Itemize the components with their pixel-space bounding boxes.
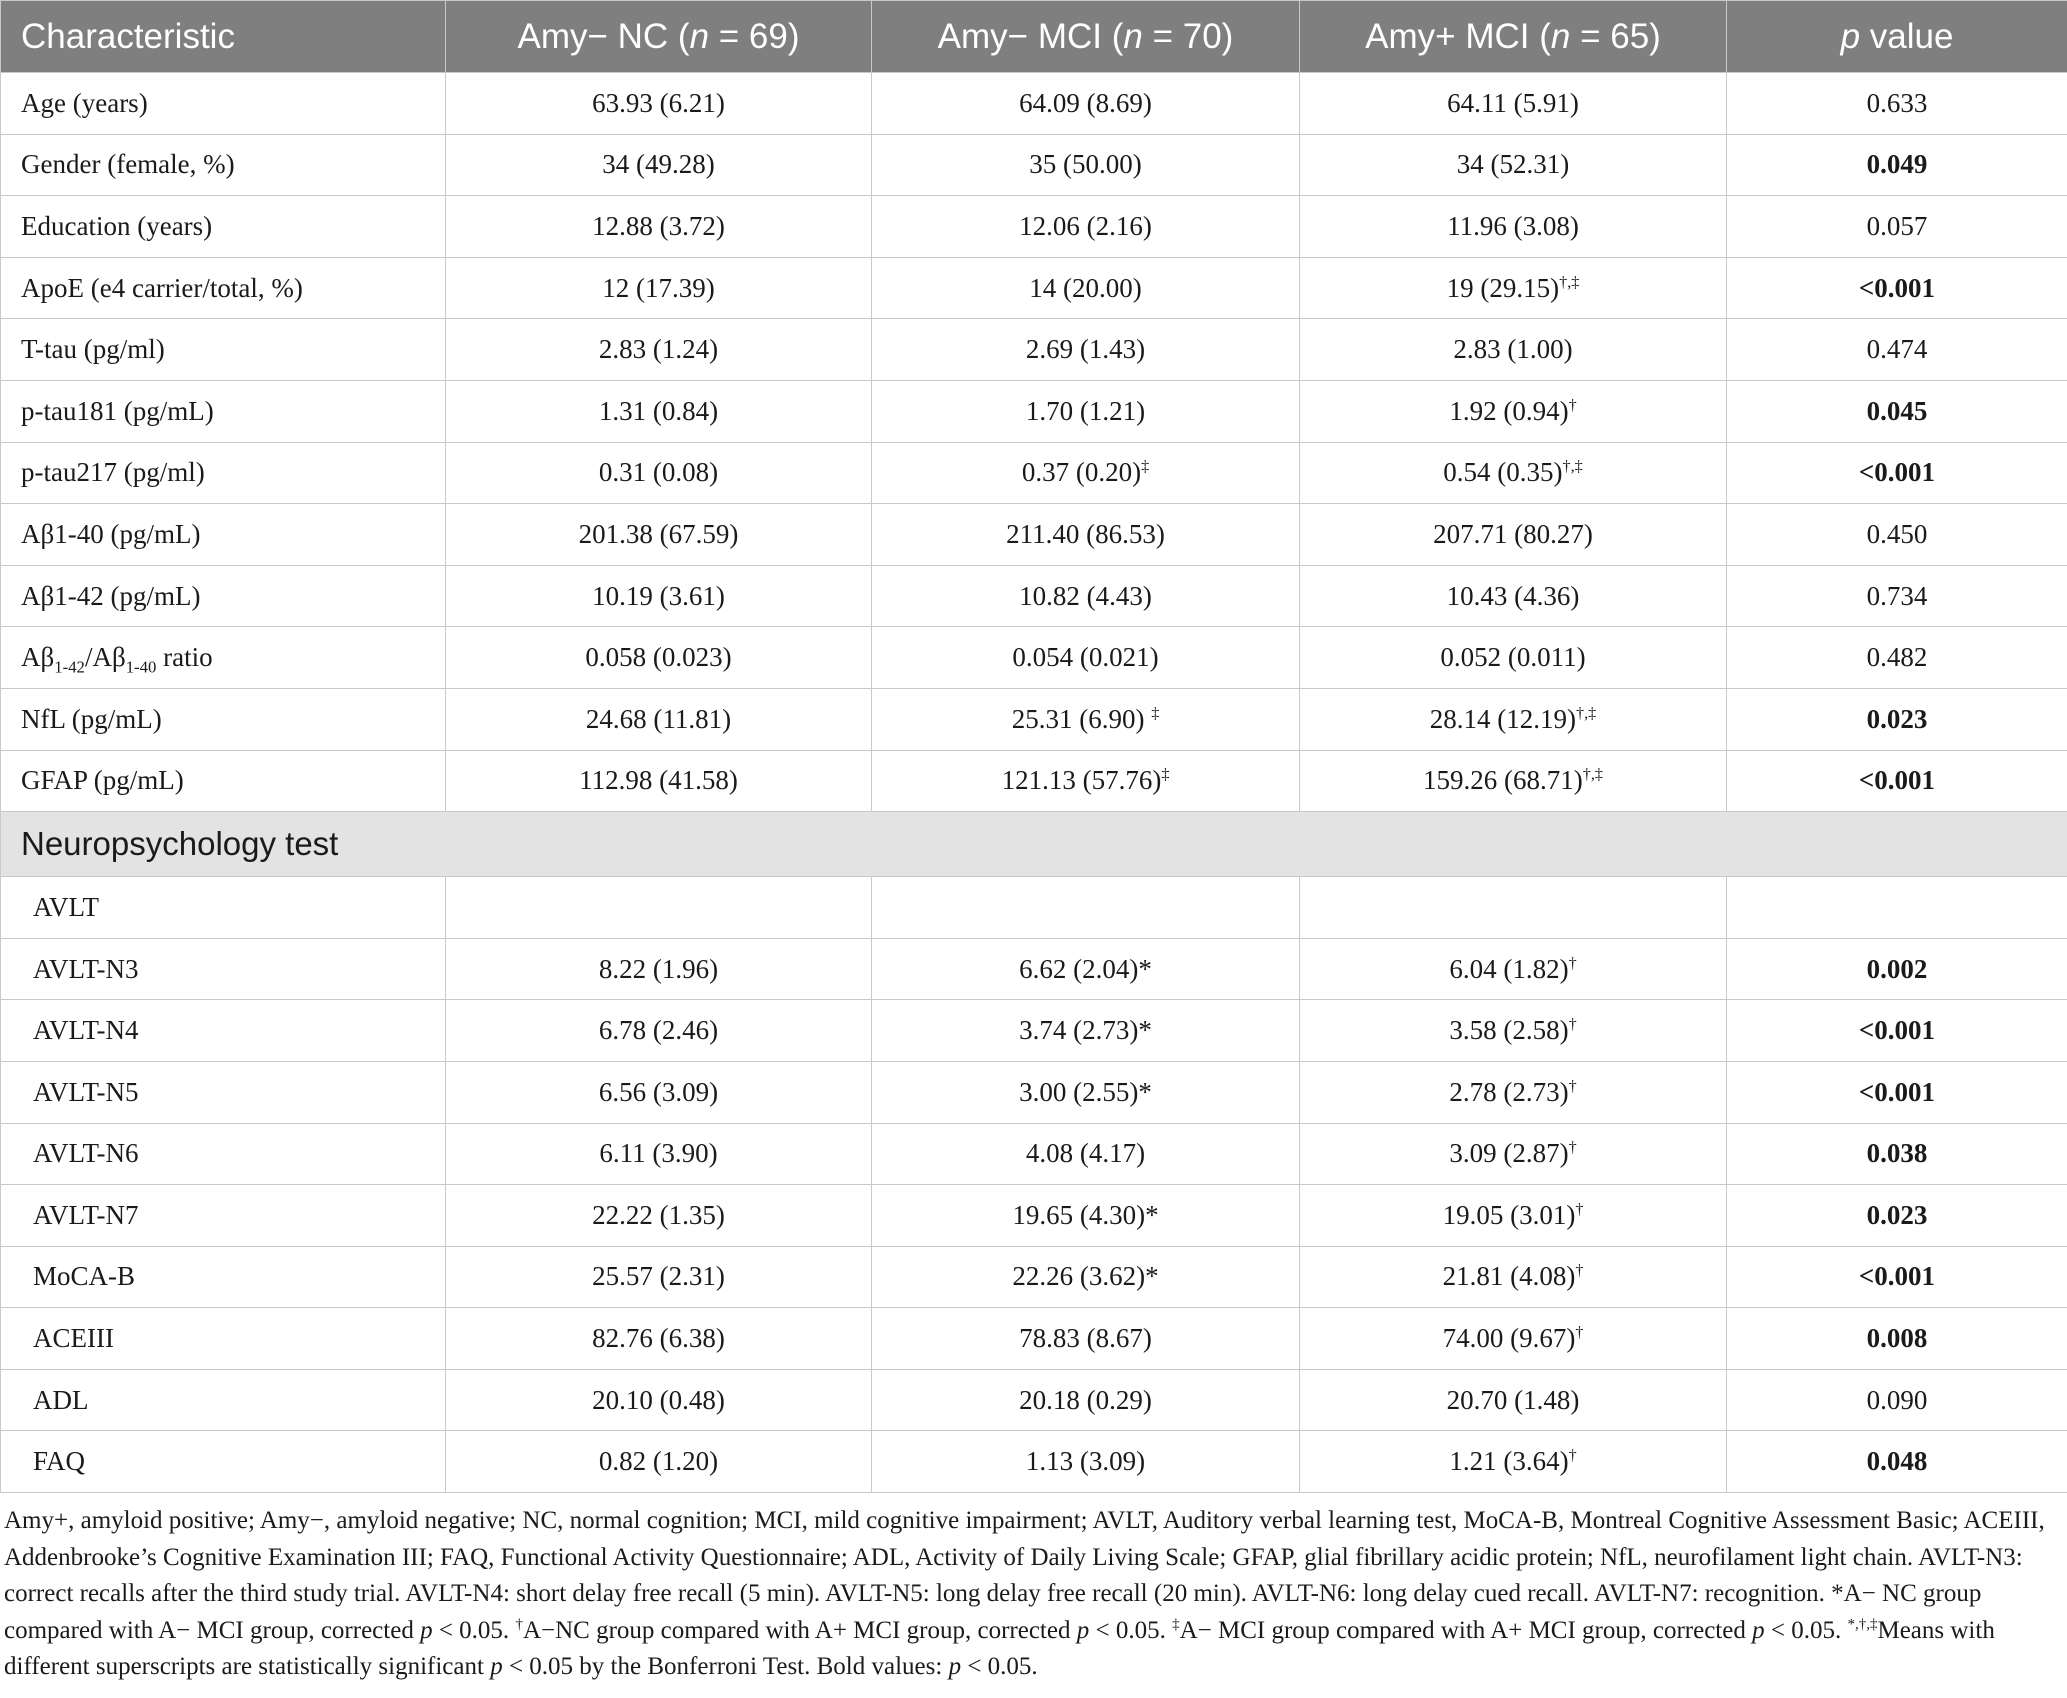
table-footnote: Amy+, amyloid positive; Amy−, amyloid negative; NC, normal cognition; MCI, mild cognitive impairment; AVLT, Auditory verbal learning test, MoCA-B, Montreal Cognitive Assessment Basic; ACEIII, Addenbrooke’s Cognitive Examination III; FAQ, Functional Activity Questionnaire; ADL, Activity of Daily Living Scale; GFAP, glial fibrillary acidic protein; NfL, neurofilament light chain. AVLT-N3: correct recalls after the third study trial. AVLT-N4: short delay free recall (5 min). AVLT-N5: long delay free recall (20 min). AVLT-N6: long delay cued recall. AVLT-N7: recognition. *A− NC group compared with A− MCI group, corrected p < 0.05. †A−NC group compared with A+ MCI group, corrected p < 0.05. ‡A− MCI group compared with A+ MCI group, corrected p < 0.05. *,†,‡Means with different superscripts are statistically significant p < 0.05 by the Bonferroni Test. Bold values: p < 0.05. bbox=[4, 1507, 2045, 1681]
cell-p-value bbox=[1727, 504, 2067, 566]
cell-amy-pos-mci-text: 11.96 (3.08) bbox=[1447, 210, 1579, 241]
cell-p-value bbox=[1727, 688, 2067, 750]
cell-amy-neg-mci-text: 22.26 (3.62)* bbox=[1012, 1261, 1159, 1292]
cell-amy-pos-mci bbox=[1300, 319, 1727, 381]
cell-p-value bbox=[1727, 134, 2067, 196]
section-row bbox=[1, 812, 2067, 877]
cell-p-value-text: <0.001 bbox=[1858, 1076, 1936, 1107]
cell-amy-pos-mci bbox=[1300, 1061, 1727, 1123]
cell-p-value bbox=[1727, 1185, 2067, 1247]
cell-amy-neg-mci-text: 0.37 (0.20) bbox=[1021, 457, 1142, 488]
cell-amy-neg-nc bbox=[446, 257, 872, 319]
row-label bbox=[1, 380, 446, 442]
header-characteristic: Characteristic bbox=[1, 1, 446, 73]
cell-amy-pos-mci bbox=[1300, 627, 1727, 689]
cell-amy-neg-nc-text: 25.57 (2.31) bbox=[592, 1261, 725, 1292]
cell-p-value-text: 0.038 bbox=[1866, 1138, 1928, 1169]
cell-amy-neg-nc-text: 22.22 (1.35) bbox=[592, 1199, 725, 1230]
cell-amy-pos-mci-text: 207.71 (80.27) bbox=[1433, 518, 1593, 549]
cell-p-value-text: 0.450 bbox=[1866, 518, 1928, 549]
cell-amy-neg-nc bbox=[446, 1246, 872, 1308]
cell-p-value-text: <0.001 bbox=[1858, 765, 1936, 796]
cell-amy-neg-nc bbox=[446, 565, 872, 627]
cell-p-value bbox=[1727, 627, 2067, 689]
cell-amy-neg-mci-text: 1.70 (1.21) bbox=[1025, 395, 1146, 426]
cell-amy-pos-mci-text: 64.11 (5.91) bbox=[1447, 87, 1579, 118]
cell-amy-neg-nc bbox=[446, 1000, 872, 1062]
cell-amy-pos-mci bbox=[1300, 938, 1727, 1000]
cell-p-value-text: 0.008 bbox=[1866, 1323, 1928, 1354]
cell-amy-neg-nc bbox=[446, 134, 872, 196]
cell-amy-neg-nc bbox=[446, 319, 872, 381]
row-label bbox=[1, 627, 446, 689]
cell-p-value-text: 0.002 bbox=[1866, 953, 1928, 984]
table-row bbox=[1, 73, 2067, 135]
row-label bbox=[1, 1185, 446, 1247]
cell-p-value-text: <0.001 bbox=[1858, 272, 1936, 303]
row-label bbox=[1, 319, 446, 381]
cell-amy-pos-mci bbox=[1300, 504, 1727, 566]
cell-amy-pos-mci-text: 6.04 (1.82) bbox=[1449, 953, 1569, 984]
cell-amy-neg-mci-text: 1.13 (3.09) bbox=[1025, 1446, 1146, 1477]
row-label bbox=[1, 1123, 446, 1185]
cell-amy-pos-mci bbox=[1300, 1185, 1727, 1247]
cell-amy-pos-mci-text: 159.26 (68.71) bbox=[1423, 765, 1583, 796]
cell-amy-pos-mci bbox=[1300, 1431, 1727, 1493]
cell-amy-neg-nc-text: 112.98 (41.58) bbox=[579, 765, 738, 796]
cell-amy-neg-mci-text: 121.13 (57.76) bbox=[1001, 765, 1162, 796]
cell-amy-neg-nc-text: 0.82 (1.20) bbox=[598, 1446, 719, 1477]
table-row bbox=[1, 1061, 2067, 1123]
cell-amy-neg-mci-text: 78.83 (8.67) bbox=[1019, 1323, 1152, 1354]
cell-p-value-text: 0.057 bbox=[1866, 210, 1928, 241]
cell-amy-pos-mci-sup: † bbox=[1568, 1446, 1577, 1465]
cell-amy-neg-nc-text: 6.56 (3.09) bbox=[598, 1076, 719, 1107]
empty-cell bbox=[1727, 877, 2067, 939]
cell-amy-pos-mci-text: 1.21 (3.64) bbox=[1449, 1446, 1569, 1477]
row-label-text: ADL bbox=[33, 1384, 89, 1415]
table-row bbox=[1, 750, 2067, 812]
cell-amy-neg-nc bbox=[446, 73, 872, 135]
table-row bbox=[1, 319, 2067, 381]
cell-amy-neg-mci bbox=[872, 1308, 1300, 1370]
cell-amy-pos-mci bbox=[1300, 750, 1727, 812]
cell-amy-pos-mci-text: 21.81 (4.08) bbox=[1442, 1261, 1576, 1292]
cell-amy-pos-mci-sup: † bbox=[1568, 953, 1577, 972]
row-label-text: NfL (pg/mL) bbox=[21, 703, 162, 734]
row-label bbox=[1, 504, 446, 566]
cell-amy-neg-nc-text: 12.88 (3.72) bbox=[592, 210, 725, 241]
cell-amy-pos-mci-text: 19.05 (3.01) bbox=[1442, 1199, 1576, 1230]
cell-p-value bbox=[1727, 1431, 2067, 1493]
row-label bbox=[1, 688, 446, 750]
ratio-label-part: 1-42 bbox=[54, 657, 85, 677]
section-title: Neuropsychology test bbox=[1, 812, 2067, 877]
cell-amy-neg-nc bbox=[446, 938, 872, 1000]
cell-amy-neg-mci-text: 35 (50.00) bbox=[1029, 149, 1142, 180]
cell-amy-neg-mci bbox=[872, 73, 1300, 135]
cell-amy-neg-nc bbox=[446, 504, 872, 566]
cell-amy-neg-mci bbox=[872, 750, 1300, 812]
row-label-text: ACEIII bbox=[33, 1323, 114, 1354]
cell-amy-neg-mci bbox=[872, 1123, 1300, 1185]
cell-amy-neg-nc-text: 0.058 (0.023) bbox=[585, 642, 732, 673]
cell-amy-pos-mci-text: 28.14 (12.19) bbox=[1429, 703, 1576, 734]
row-label-text: AVLT bbox=[33, 891, 100, 922]
cell-p-value-text: 0.045 bbox=[1866, 395, 1928, 426]
cell-amy-pos-mci-sup: † bbox=[1575, 1199, 1584, 1218]
cell-amy-neg-mci bbox=[872, 688, 1300, 750]
cell-amy-neg-mci bbox=[872, 1000, 1300, 1062]
cell-p-value bbox=[1727, 565, 2067, 627]
row-label-text: Education (years) bbox=[21, 210, 213, 241]
cell-amy-pos-mci-text: 2.78 (2.73) bbox=[1449, 1076, 1569, 1107]
cell-amy-neg-mci bbox=[872, 1246, 1300, 1308]
cell-amy-pos-mci bbox=[1300, 1000, 1727, 1062]
cell-amy-neg-mci-text: 2.69 (1.43) bbox=[1025, 334, 1146, 365]
cell-amy-neg-mci bbox=[872, 1061, 1300, 1123]
cell-amy-neg-mci-text: 3.00 (2.55)* bbox=[1019, 1076, 1152, 1107]
cell-amy-pos-mci bbox=[1300, 73, 1727, 135]
cell-amy-pos-mci bbox=[1300, 1308, 1727, 1370]
cell-amy-neg-mci bbox=[872, 380, 1300, 442]
cell-p-value-text: <0.001 bbox=[1858, 1261, 1936, 1292]
cell-amy-neg-mci-text: 12.06 (2.16) bbox=[1019, 210, 1152, 241]
empty-cell bbox=[1300, 877, 1727, 939]
cell-p-value-text: 0.023 bbox=[1866, 703, 1928, 734]
cell-amy-pos-mci-text: 1.92 (0.94) bbox=[1449, 395, 1569, 426]
cell-amy-neg-nc-text: 2.83 (1.24) bbox=[598, 334, 719, 365]
cell-amy-pos-mci-sup: † bbox=[1575, 1261, 1584, 1280]
cell-amy-pos-mci-text: 19 (29.15) bbox=[1446, 272, 1560, 303]
header-amy-neg-mci: Amy− MCI (n = 70) bbox=[872, 1, 1300, 73]
table-row bbox=[1, 1308, 2067, 1370]
table-row bbox=[1, 134, 2067, 196]
empty-cell bbox=[872, 877, 1300, 939]
cell-amy-pos-mci-text: 0.052 (0.011) bbox=[1440, 642, 1586, 673]
cell-amy-neg-mci bbox=[872, 504, 1300, 566]
cell-p-value bbox=[1727, 442, 2067, 504]
cell-amy-neg-nc bbox=[446, 1369, 872, 1431]
cell-amy-neg-nc bbox=[446, 442, 872, 504]
cell-p-value bbox=[1727, 1308, 2067, 1370]
cell-amy-pos-mci bbox=[1300, 134, 1727, 196]
table-row bbox=[1, 1185, 2067, 1247]
cell-amy-neg-nc-text: 63.93 (6.21) bbox=[592, 87, 725, 118]
cell-amy-pos-mci-text: 74.00 (9.67) bbox=[1442, 1323, 1576, 1354]
row-label bbox=[1, 196, 446, 258]
cell-p-value bbox=[1727, 1246, 2067, 1308]
cell-amy-neg-mci bbox=[872, 257, 1300, 319]
row-label bbox=[1, 750, 446, 812]
cell-p-value-text: 0.633 bbox=[1866, 87, 1928, 118]
cell-amy-neg-mci-text: 14 (20.00) bbox=[1029, 272, 1142, 303]
cell-amy-neg-nc bbox=[446, 688, 872, 750]
table-row bbox=[1, 257, 2067, 319]
cell-amy-neg-nc-text: 34 (49.28) bbox=[602, 149, 715, 180]
cell-amy-neg-nc-text: 0.31 (0.08) bbox=[598, 457, 719, 488]
cell-amy-neg-mci-text: 25.31 (6.90) bbox=[1011, 703, 1152, 734]
cell-amy-neg-nc bbox=[446, 750, 872, 812]
row-label-text: AVLT-N3 bbox=[33, 953, 139, 984]
cell-amy-pos-mci-sup: †,‡ bbox=[1559, 272, 1580, 291]
cell-p-value bbox=[1727, 257, 2067, 319]
cell-amy-neg-mci-text: 64.09 (8.69) bbox=[1019, 87, 1152, 118]
cell-amy-pos-mci-sup: †,‡ bbox=[1562, 457, 1583, 476]
row-label bbox=[1, 442, 446, 504]
cell-amy-neg-nc-text: 8.22 (1.96) bbox=[598, 953, 719, 984]
cell-amy-neg-mci bbox=[872, 442, 1300, 504]
table-row bbox=[1, 1246, 2067, 1308]
table-row bbox=[1, 688, 2067, 750]
row-label bbox=[1, 938, 446, 1000]
row-label bbox=[1, 1431, 446, 1493]
row-label-text: MoCA-B bbox=[33, 1261, 136, 1292]
row-label bbox=[1, 73, 446, 135]
row-label-text: ApoE (e4 carrier/total, %) bbox=[21, 272, 303, 303]
cell-amy-pos-mci bbox=[1300, 257, 1727, 319]
cell-amy-neg-nc-text: 6.11 (3.90) bbox=[599, 1138, 718, 1169]
table-row bbox=[1, 380, 2067, 442]
row-label bbox=[1, 257, 446, 319]
row-label-text: AVLT-N4 bbox=[33, 1015, 139, 1046]
cell-amy-neg-nc-text: 1.31 (0.84) bbox=[598, 395, 719, 426]
cell-amy-pos-mci-text: 2.83 (1.00) bbox=[1453, 334, 1573, 365]
cell-p-value bbox=[1727, 1000, 2067, 1062]
cell-p-value-text: 0.474 bbox=[1866, 334, 1928, 365]
cell-amy-neg-mci-text: 20.18 (0.29) bbox=[1019, 1384, 1152, 1415]
cell-p-value bbox=[1727, 938, 2067, 1000]
row-label-text: GFAP (pg/mL) bbox=[21, 765, 184, 796]
row-label-text: FAQ bbox=[33, 1446, 86, 1477]
table-row bbox=[1, 1431, 2067, 1493]
cell-p-value bbox=[1727, 319, 2067, 381]
row-label-text: T-tau (pg/ml) bbox=[21, 334, 165, 365]
cell-amy-pos-mci-sup: † bbox=[1568, 1138, 1577, 1157]
cell-amy-pos-mci bbox=[1300, 565, 1727, 627]
row-label bbox=[1, 877, 446, 939]
cell-p-value-text: <0.001 bbox=[1858, 1015, 1936, 1046]
cell-amy-neg-mci-text: 0.054 (0.021) bbox=[1012, 642, 1159, 673]
row-label-text: p-tau217 (pg/ml) bbox=[21, 457, 205, 488]
row-label bbox=[1, 1246, 446, 1308]
cell-amy-pos-mci bbox=[1300, 688, 1727, 750]
cell-amy-neg-mci bbox=[872, 196, 1300, 258]
row-label-text: Aβ1-40 (pg/mL) bbox=[21, 518, 201, 549]
header-amy-neg-nc: Amy− NC (n = 69) bbox=[446, 1, 872, 73]
cell-p-value bbox=[1727, 73, 2067, 135]
cell-amy-neg-mci-text: 3.74 (2.73)* bbox=[1019, 1015, 1152, 1046]
cell-amy-pos-mci-text: 3.58 (2.58) bbox=[1449, 1015, 1569, 1046]
cell-amy-neg-nc-text: 24.68 (11.81) bbox=[585, 703, 732, 734]
cell-p-value bbox=[1727, 196, 2067, 258]
cell-amy-neg-nc bbox=[446, 1308, 872, 1370]
row-label bbox=[1, 134, 446, 196]
header-amy-pos-mci: Amy+ MCI (n = 65) bbox=[1300, 1, 1727, 73]
cell-amy-neg-mci bbox=[872, 1369, 1300, 1431]
cell-amy-neg-nc bbox=[446, 1061, 872, 1123]
cell-amy-pos-mci-sup: † bbox=[1568, 1015, 1577, 1034]
cell-amy-pos-mci bbox=[1300, 1123, 1727, 1185]
cell-amy-neg-nc-text: 10.19 (3.61) bbox=[592, 580, 725, 611]
row-label bbox=[1, 1000, 446, 1062]
cell-amy-neg-mci-sup: ‡ bbox=[1141, 457, 1150, 476]
table-row bbox=[1, 196, 2067, 258]
cell-amy-pos-mci-sup: † bbox=[1568, 1076, 1577, 1095]
row-label-text: Age (years) bbox=[21, 87, 148, 118]
ratio-label-part: Aβ bbox=[21, 642, 55, 673]
row-label-text: AVLT-N6 bbox=[33, 1138, 139, 1169]
cell-p-value bbox=[1727, 1061, 2067, 1123]
empty-cell bbox=[446, 877, 872, 939]
table-row bbox=[1, 442, 2067, 504]
table-row bbox=[1, 877, 2067, 939]
table-row bbox=[1, 1369, 2067, 1431]
cell-amy-neg-mci-text: 10.82 (4.43) bbox=[1019, 580, 1152, 611]
row-label-text: AVLT-N5 bbox=[33, 1076, 139, 1107]
cell-amy-neg-mci bbox=[872, 938, 1300, 1000]
cell-amy-neg-mci-sup: ‡ bbox=[1151, 703, 1160, 722]
cell-p-value-text: 0.049 bbox=[1866, 149, 1928, 180]
table-row bbox=[1, 1123, 2067, 1185]
cell-amy-neg-nc bbox=[446, 1431, 872, 1493]
cell-p-value bbox=[1727, 1369, 2067, 1431]
header-row bbox=[1, 1, 2067, 73]
cell-p-value-text: 0.048 bbox=[1866, 1446, 1928, 1477]
cell-amy-neg-mci-text: 19.65 (4.30)* bbox=[1012, 1199, 1159, 1230]
row-label-text: Gender (female, %) bbox=[21, 149, 235, 180]
cell-amy-neg-mci-text: 6.62 (2.04)* bbox=[1019, 953, 1152, 984]
table-row bbox=[1, 565, 2067, 627]
cell-amy-neg-mci-text: 211.40 (86.53) bbox=[1006, 518, 1165, 549]
cell-amy-neg-mci-sup: ‡ bbox=[1161, 765, 1170, 784]
cell-amy-pos-mci-sup: † bbox=[1575, 1323, 1584, 1342]
cell-p-value-text: 0.090 bbox=[1866, 1384, 1928, 1415]
row-label bbox=[1, 1308, 446, 1370]
row-label bbox=[1, 1369, 446, 1431]
row-label-text: Aβ1-42 (pg/mL) bbox=[21, 580, 201, 611]
row-label-text: AVLT-N7 bbox=[33, 1199, 139, 1230]
cell-amy-neg-mci-text: 4.08 (4.17) bbox=[1025, 1138, 1146, 1169]
cell-amy-neg-nc-text: 6.78 (2.46) bbox=[598, 1015, 719, 1046]
cell-amy-neg-mci bbox=[872, 1185, 1300, 1247]
cell-amy-neg-mci bbox=[872, 1431, 1300, 1493]
cell-p-value bbox=[1727, 1123, 2067, 1185]
cell-p-value-text: 0.734 bbox=[1866, 580, 1928, 611]
cell-amy-neg-nc-text: 201.38 (67.59) bbox=[578, 518, 739, 549]
header-p-value: p value bbox=[1727, 1, 2067, 73]
cell-amy-neg-nc bbox=[446, 380, 872, 442]
cell-amy-pos-mci-text: 3.09 (2.87) bbox=[1449, 1138, 1569, 1169]
cell-amy-neg-nc-text: 12 (17.39) bbox=[602, 272, 715, 303]
cell-amy-pos-mci bbox=[1300, 1246, 1727, 1308]
ratio-label-part: 1-40 bbox=[125, 657, 157, 677]
cell-amy-neg-nc bbox=[446, 627, 872, 689]
cell-amy-pos-mci bbox=[1300, 1369, 1727, 1431]
cell-p-value bbox=[1727, 380, 2067, 442]
cell-amy-neg-mci bbox=[872, 565, 1300, 627]
cell-amy-pos-mci-text: 20.70 (1.48) bbox=[1446, 1384, 1580, 1415]
cell-amy-pos-mci bbox=[1300, 442, 1727, 504]
cell-amy-neg-nc-text: 82.76 (6.38) bbox=[592, 1323, 725, 1354]
cell-amy-neg-nc-text: 20.10 (0.48) bbox=[592, 1384, 725, 1415]
cell-amy-pos-mci-sup: †,‡ bbox=[1576, 703, 1597, 722]
cell-p-value-text: <0.001 bbox=[1858, 457, 1936, 488]
ratio-label-part: ratio bbox=[156, 642, 213, 673]
cell-amy-neg-nc bbox=[446, 1123, 872, 1185]
table-row bbox=[1, 504, 2067, 566]
table-row bbox=[1, 938, 2067, 1000]
cell-amy-pos-mci-text: 0.54 (0.35) bbox=[1443, 457, 1563, 488]
cell-amy-neg-mci bbox=[872, 319, 1300, 381]
table-row bbox=[1, 627, 2067, 689]
cell-amy-pos-mci bbox=[1300, 196, 1727, 258]
cell-amy-pos-mci-text: 10.43 (4.36) bbox=[1446, 580, 1580, 611]
ratio-label-part: /Aβ bbox=[84, 642, 126, 673]
row-label-text: p-tau181 (pg/mL) bbox=[21, 395, 214, 426]
cell-amy-pos-mci-sup: †,‡ bbox=[1582, 765, 1603, 784]
cell-amy-pos-mci bbox=[1300, 380, 1727, 442]
cell-p-value bbox=[1727, 750, 2067, 812]
cell-amy-neg-nc bbox=[446, 1185, 872, 1247]
table-row bbox=[1, 1000, 2067, 1062]
row-label bbox=[1, 565, 446, 627]
cell-amy-neg-nc bbox=[446, 196, 872, 258]
cell-amy-neg-mci bbox=[872, 134, 1300, 196]
cell-amy-neg-mci bbox=[872, 627, 1300, 689]
cell-p-value-text: 0.482 bbox=[1866, 642, 1928, 673]
cell-amy-pos-mci-sup: † bbox=[1568, 395, 1577, 414]
cell-amy-pos-mci-text: 34 (52.31) bbox=[1456, 149, 1570, 180]
cell-p-value-text: 0.023 bbox=[1866, 1199, 1928, 1230]
row-label bbox=[1, 1061, 446, 1123]
